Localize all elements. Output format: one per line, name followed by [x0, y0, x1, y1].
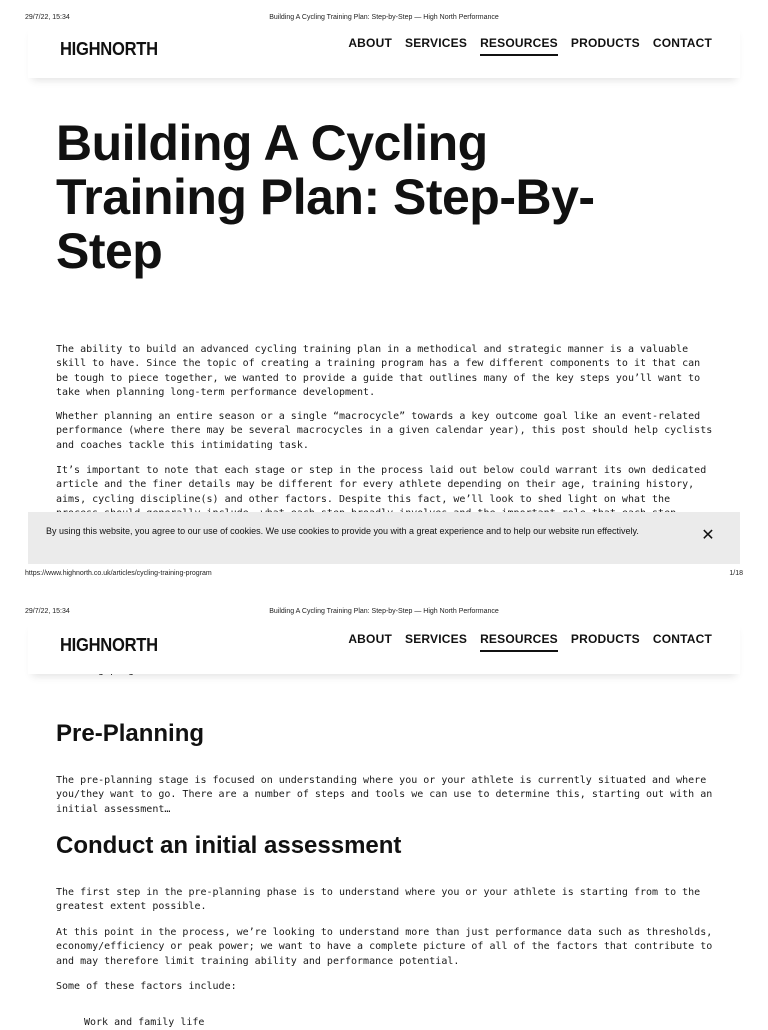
- nav-contact[interactable]: CONTACT: [652, 632, 712, 646]
- print-title: Building A Cycling Training Plan: Step-by-Step — High North Performance: [269, 608, 499, 615]
- site-logo[interactable]: HIGHNORTH: [60, 635, 158, 655]
- article-paragraph: The pre-planning stage is focused on understanding where you or your athlete is currently situated and where you/they want to go. There are a number of steps and tools we can use to determine this, starting out with an initial assessment…: [56, 775, 713, 815]
- main-nav: [335, 36, 712, 56]
- nav-contact[interactable]: CONTACT: [652, 36, 712, 50]
- nav-about[interactable]: ABOUT: [348, 36, 392, 50]
- nav-services[interactable]: SERVICES: [404, 36, 468, 50]
- print-date: 29/7/22, 15:34: [25, 608, 70, 615]
- site-header: [28, 24, 740, 78]
- article-title: Building A Cycling Training Plan: Step-By-Step: [56, 115, 595, 279]
- print-url: https://www.highnorth.co.uk/articles/cycling-training-program: [25, 570, 212, 577]
- list-item: Work and family life: [84, 1017, 205, 1028]
- article-paragraph: Some of these factors include:: [56, 981, 237, 992]
- article-paragraph: It’s important to note that each stage or step in the process laid out below could warrant its own dedicated article and the finer details may be different for every athlete depending on their age, training history, aims, cycling discipline(s) and other factors. Despite this fact, we’ll look to shed light on what the: [56, 465, 707, 505]
- cookie-text: By using this website, you agree to our use of cookies. We use cookies to provide you with a great experience and to help our website run effectively.: [46, 526, 639, 536]
- print-page-number: 1/18: [729, 570, 743, 577]
- nav-about[interactable]: ABOUT: [348, 632, 392, 646]
- article-paragraph: The ability to build an advanced cycling training plan in a methodical and strategic manner is a valuable skill to have. Since the topic of creating a training program has a few different components to it that can be tough to piece together, we wanted to provide a guide that outlines many of the key steps you’ll want to take when planning long-term performance development.: [56, 344, 701, 398]
- print-footer: [0, 570, 768, 584]
- main-nav: [335, 632, 712, 652]
- site-header: [28, 620, 740, 674]
- article-paragraph: The first step in the pre-planning phase is to understand where you or your athlete is starting from to the greatest extent possible.: [56, 887, 701, 913]
- close-icon[interactable]: ✕: [701, 527, 715, 544]
- article-paragraph: Whether planning an entire season or a single “macrocycle” towards a key outcome goal like an event-related performance (where there may be several macrocycles in a given calendar year), this post should help cyclists and coaches tackle this intimidating task.: [56, 411, 713, 451]
- section-heading: Conduct an initial assessment: [56, 832, 402, 859]
- nav-services[interactable]: SERVICES: [404, 632, 468, 646]
- nav-products[interactable]: PRODUCTS: [570, 632, 640, 646]
- nav-resources[interactable]: RESOURCES: [480, 632, 558, 652]
- cookie-banner: [28, 512, 740, 564]
- section-heading: Pre-Planning: [56, 720, 205, 747]
- site-logo[interactable]: HIGHNORTH: [60, 39, 158, 59]
- print-date: 29/7/22, 15:34: [25, 14, 70, 21]
- article-paragraph: At this point in the process, we’re looking to understand more than just performance data such as thresholds, economy/efficiency or peak power; we want to have a complete picture of all of the factors that contribute to and may therefore limit training ability and performance potential.: [56, 927, 713, 967]
- print-title: Building A Cycling Training Plan: Step-by-Step — High North Performance: [269, 14, 499, 21]
- nav-resources[interactable]: RESOURCES: [480, 36, 558, 56]
- nav-products[interactable]: PRODUCTS: [570, 36, 640, 50]
